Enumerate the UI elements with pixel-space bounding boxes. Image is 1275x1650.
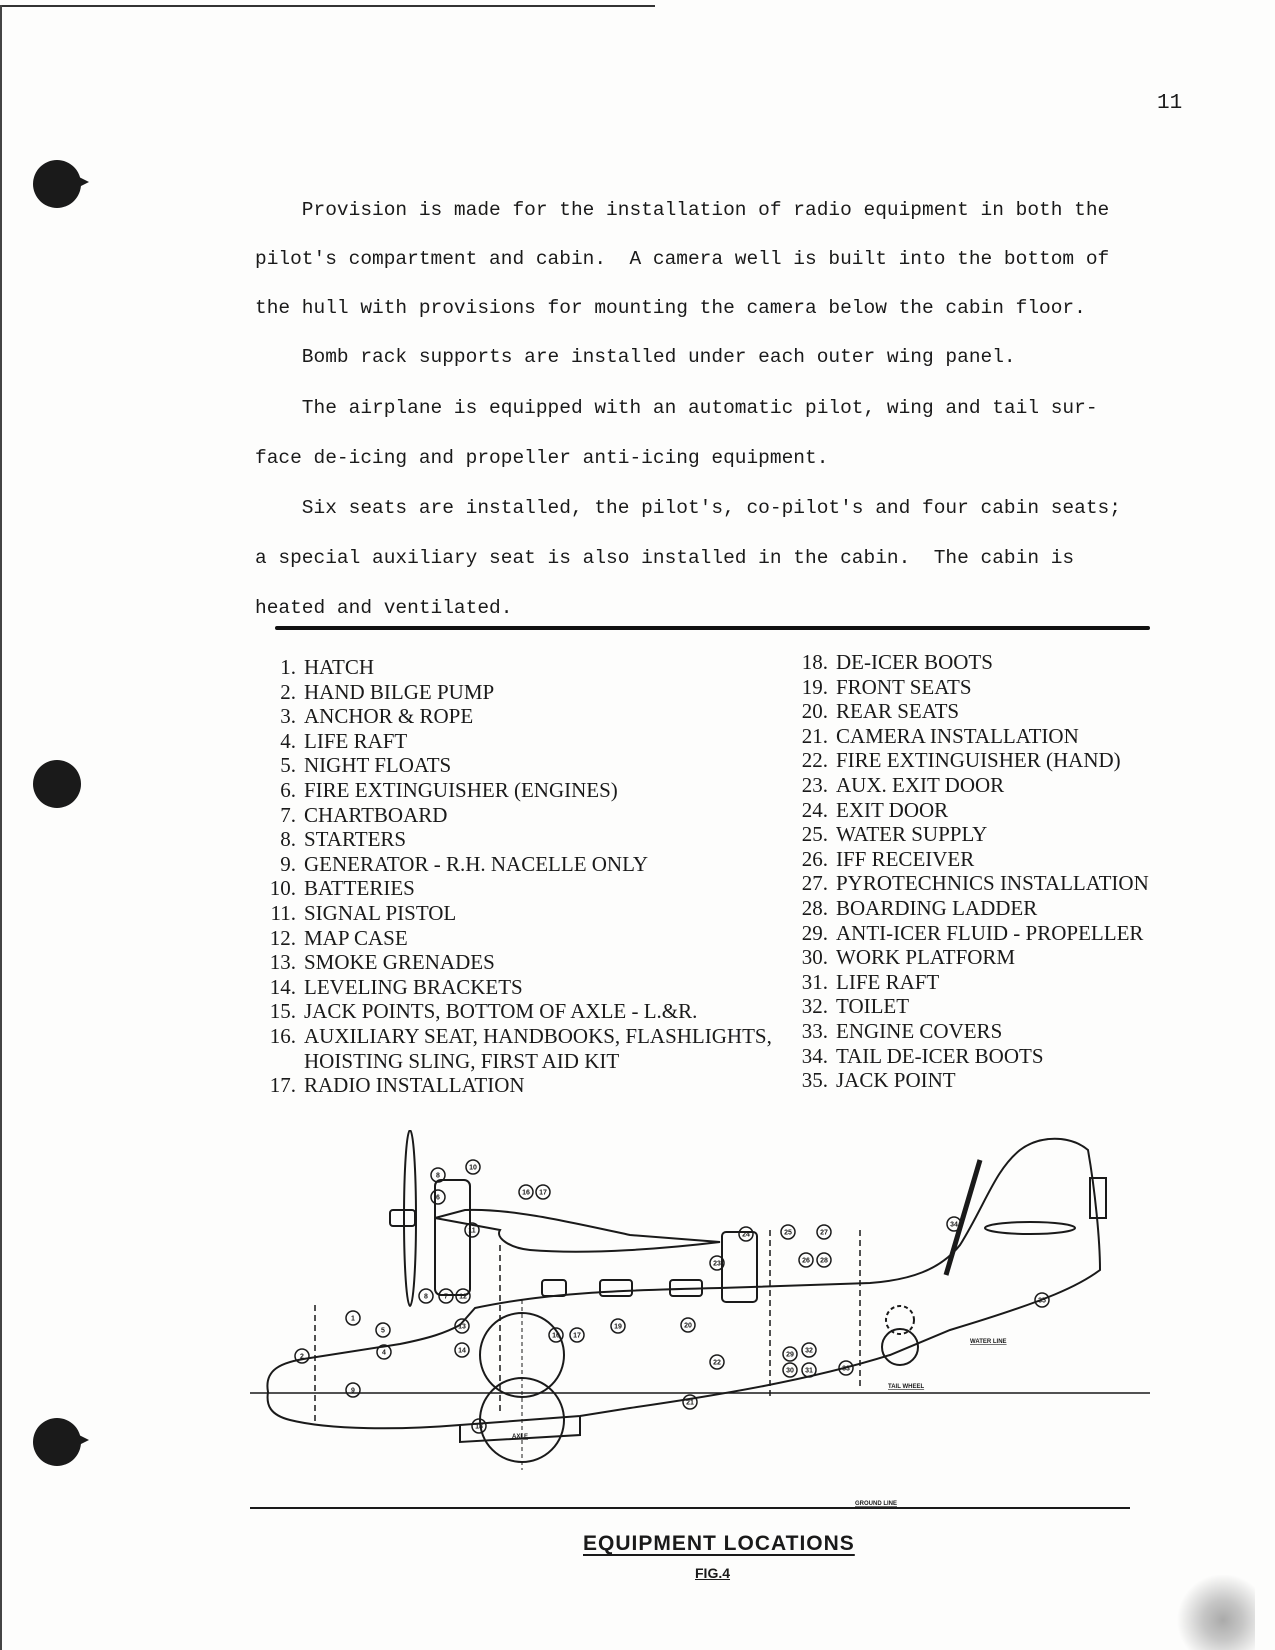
body-line: a special auxiliary seat is also installed in the cabin. The cabin is: [255, 547, 1075, 569]
callout-number: 12: [459, 1293, 467, 1301]
callout-number: 26: [802, 1257, 810, 1265]
callout-number: 6: [436, 1194, 440, 1202]
callout-number: 32: [805, 1347, 813, 1355]
callout-number: 20: [684, 1322, 692, 1330]
callout-number: 8: [436, 1172, 440, 1180]
legend-item: 2. HAND BILGE PUMP: [280, 679, 495, 704]
callout-number: 18: [475, 1423, 483, 1431]
legend-item: 3. ANCHOR & ROPE: [280, 704, 474, 729]
wing-nacelle: [435, 1210, 720, 1252]
horizontal-stabilizer: [985, 1222, 1075, 1234]
callout-number: 22: [713, 1359, 721, 1367]
callout-number: 25: [784, 1229, 792, 1237]
callout-number: 29: [786, 1351, 794, 1359]
body-line: The airplane is equipped with an automatic pilot, wing and tail sur-: [255, 397, 1098, 419]
callout-number: 30: [786, 1367, 794, 1375]
callout-number: 33: [842, 1365, 850, 1373]
legend-item: 14. LEVELING BRACKETS: [269, 974, 523, 999]
body-line: Six seats are installed, the pilot's, co-pilot's and four cabin seats;: [255, 497, 1121, 519]
legend-item: 15. JACK POINTS, BOTTOM OF AXLE - L.&R.: [269, 999, 698, 1024]
engine-nacelle: [435, 1180, 470, 1295]
callout-number: 11: [468, 1227, 476, 1235]
legend-item: 4. LIFE RAFT: [280, 728, 408, 753]
tail-wheel-label: TAIL WHEEL: [888, 1384, 925, 1390]
legend-item: 5. NIGHT FLOATS: [280, 753, 452, 778]
body-line: the hull with provisions for mounting the camera below the cabin floor.: [255, 297, 1086, 319]
callout-number: 28: [820, 1257, 828, 1265]
legend-item: 29. ANTI-ICER FLUID - PROPELLER: [801, 920, 1144, 945]
callout-number: 23: [713, 1260, 721, 1268]
page-edge-left: [0, 5, 2, 1650]
legend-item: 22. FIRE EXTINGUISHER (HAND): [801, 748, 1121, 773]
legend-item: 21. CAMERA INSTALLATION: [801, 723, 1079, 748]
legend-item: 19. FRONT SEATS: [801, 674, 972, 699]
legend-left-column: [248, 655, 772, 1098]
section-divider: [275, 626, 1150, 630]
punch-hole-icon: [33, 760, 81, 808]
equipment-locations-diagram: [250, 1130, 1150, 1520]
body-line: Provision is made for the installation of radio equipment in both the: [255, 199, 1110, 221]
legend-item: 13. SMOKE GRENADES: [269, 950, 495, 975]
legend-item: 26. IFF RECEIVER: [801, 846, 975, 871]
callout-number: 17: [573, 1332, 581, 1340]
callout-number: 9: [351, 1387, 355, 1395]
callout-number: 10: [469, 1164, 477, 1172]
legend-item: 6. FIRE EXTINGUISHER (ENGINES): [280, 777, 618, 802]
callout-number: 8: [424, 1293, 428, 1301]
legend-item: 9. GENERATOR - R.H. NACELLE ONLY: [280, 851, 648, 876]
ground-line-label: GROUND LINE: [855, 1501, 897, 1507]
punch-hole-icon: [33, 1418, 81, 1466]
body-line: heated and ventilated.: [255, 597, 513, 619]
callout-number: 5: [381, 1327, 385, 1335]
legend-item: 18. DE-ICER BOOTS: [801, 650, 993, 674]
legend-item: 34. TAIL DE-ICER BOOTS: [801, 1043, 1044, 1068]
callout-number: 1: [351, 1315, 355, 1323]
callout-number: 7: [444, 1293, 448, 1301]
figure-number: FIG.4: [695, 1565, 731, 1581]
body-line: Bomb rack supports are installed under each outer wing panel.: [255, 346, 1016, 368]
callout-number: 16: [552, 1332, 560, 1340]
legend-item: 20. REAR SEATS: [801, 699, 960, 724]
callout-number: 27: [820, 1229, 828, 1237]
callout-number: 4: [382, 1349, 386, 1357]
callout-number: 21: [686, 1399, 694, 1407]
legend-item: 32. TOILET: [801, 994, 910, 1019]
legend-item: 23. AUX. EXIT DOOR: [801, 772, 1005, 797]
legend-item: 25. WATER SUPPLY: [801, 822, 988, 847]
legend-item: 7. CHARTBOARD: [280, 802, 448, 827]
callout-number: 13: [458, 1323, 466, 1331]
page-edge-top: [0, 5, 655, 7]
legend-item: 11. SIGNAL PISTOL: [270, 900, 457, 925]
figure-title: EQUIPMENT LOCATIONS: [583, 1532, 855, 1555]
legend-item: 28. BOARDING LADDER: [801, 895, 1038, 920]
callout-number: 2: [300, 1353, 304, 1361]
callout-number: 19: [614, 1323, 622, 1331]
callout-number: 31: [805, 1367, 813, 1375]
legend-item: 27. PYROTECHNICS INSTALLATION: [801, 871, 1149, 896]
legend-item: 17. RADIO INSTALLATION: [269, 1073, 525, 1098]
callout-number: 16: [522, 1189, 530, 1197]
legend-item: 8. STARTERS: [280, 827, 407, 852]
water-line-label: WATER LINE: [970, 1339, 1007, 1345]
axle-label: AXLE: [512, 1434, 529, 1440]
legend-item: 12. MAP CASE: [269, 925, 408, 950]
callout-number: 34: [950, 1221, 958, 1229]
legend-right-column: [780, 650, 1149, 1093]
legend-item: 31. LIFE RAFT: [801, 969, 940, 994]
legend-item-continuation: HOISTING SLING, FIRST AID KIT: [304, 1048, 620, 1073]
scan-artifact: [1175, 1575, 1255, 1650]
legend-item: 35. JACK POINT: [801, 1068, 956, 1093]
exit-door: [722, 1232, 757, 1302]
callout-number: 14: [458, 1347, 466, 1355]
callout-number: 17: [539, 1189, 547, 1197]
body-line: pilot's compartment and cabin. A camera well is built into the bottom of: [255, 248, 1110, 270]
legend-item: 24. EXIT DOOR: [801, 797, 949, 822]
punch-hole-icon: [33, 160, 81, 208]
legend-item: 33. ENGINE COVERS: [801, 1018, 1003, 1043]
legend-item: 30. WORK PLATFORM: [801, 945, 1016, 970]
callout-number: 24: [742, 1231, 750, 1239]
legend-item: 10. BATTERIES: [269, 876, 415, 901]
callout-number: 35: [1038, 1297, 1046, 1305]
legend-item: 1. HATCH: [280, 655, 375, 679]
legend-item: 16. AUXILIARY SEAT, HANDBOOKS, FLASHLIGHTS,: [269, 1023, 772, 1048]
body-line: face de-icing and propeller anti-icing equipment.: [255, 447, 829, 469]
page-number: 11: [1157, 92, 1183, 115]
